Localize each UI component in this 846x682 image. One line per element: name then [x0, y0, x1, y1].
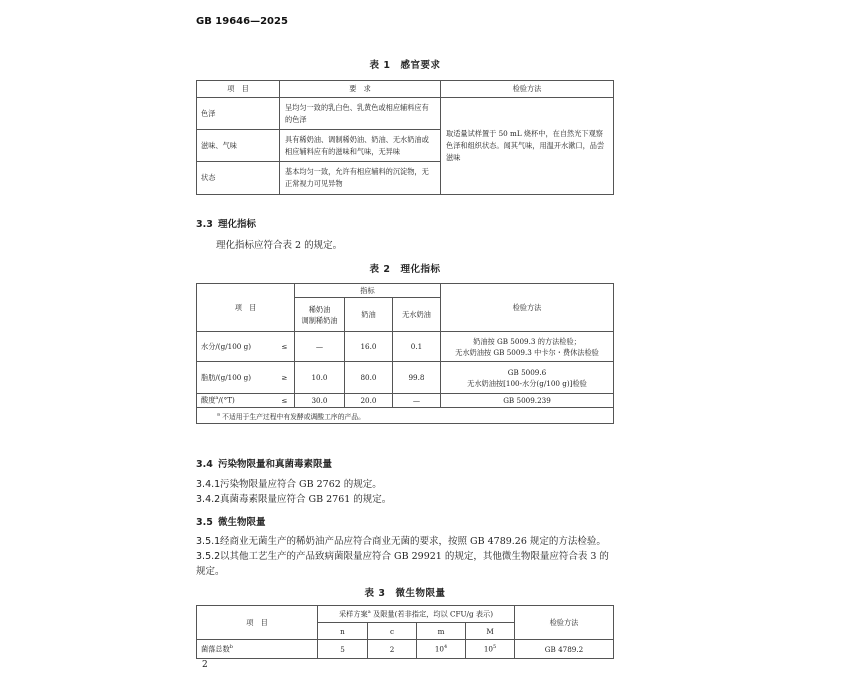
table3-item-label: 菌落总数 — [201, 644, 230, 654]
section-title: 污染物限量和真菌毒素限量 — [218, 459, 333, 470]
standard-code: GB 19646—2025 — [196, 16, 288, 27]
section-title: 理化指标 — [218, 219, 257, 230]
section-3-4-heading — [196, 456, 332, 470]
table1-header-item: 项 目 — [197, 81, 280, 98]
table1-requirement-taste: 具有稀奶油、调制稀奶油、奶油、无水奶油或相应辅料应有的滋味和气味，无异味 — [280, 130, 441, 162]
table3-subheader-m: m — [417, 623, 466, 640]
table2-method-acidity: GB 5009.239 — [441, 394, 614, 408]
clause-3-4-2 — [196, 491, 391, 505]
table3-value-M-exponent: 5 — [492, 644, 497, 651]
clause-text: 经商业无菌生产的稀奶油产品应符合商业无菌的要求，按照 GB 4789.26 规定的方法检验。 — [220, 536, 606, 547]
table2-value: — — [295, 332, 345, 362]
clause-number: 3.4.2 — [196, 494, 221, 505]
table3-subheader-c: c — [368, 623, 417, 640]
table1-item-taste: 滋味、气味 — [197, 130, 280, 162]
table1-requirement-color: 呈均匀一致的乳白色、乳黄色或相应辅料应有的色泽 — [280, 98, 441, 130]
table3-caption: 表 3 微生物限量 — [364, 588, 446, 599]
table2-subheader-butter: 奶油 — [345, 298, 393, 332]
table2-value: — — [393, 394, 441, 408]
table2-physicochemical — [196, 283, 614, 424]
section-3-3-text: 理化指标应符合表 2 的规定。 — [216, 240, 343, 251]
table2-value: 30.0 — [295, 394, 345, 408]
table1-header-requirement: 要 求 — [280, 81, 441, 98]
table2-subheader-cream: 稀奶油 调制稀奶油 — [295, 298, 345, 332]
table3-microbial — [196, 605, 614, 659]
table2-op-moisture: ≤ — [275, 332, 295, 362]
clause-3-5-2 — [196, 548, 616, 562]
page-number: 2 — [202, 660, 208, 670]
clause-text: 真菌毒素限量应符合 GB 2761 的规定。 — [220, 494, 392, 505]
table3-value-M — [466, 640, 515, 659]
table2-item-acidity-label: 酸度 — [201, 395, 216, 405]
table2-value: 0.1 — [393, 332, 441, 362]
table2-op-acidity: ≤ — [275, 394, 295, 408]
footnote-marker: b — [229, 643, 233, 650]
section-number: 3.5 — [196, 517, 213, 528]
table1-requirement-state: 基本均匀一致，允许有相应辅料的沉淀物，无正常视力可见异物 — [280, 162, 441, 195]
table1-item-color: 色泽 — [197, 98, 280, 130]
clause-number: 3.5.2 — [196, 551, 221, 562]
table3-method: GB 4789.2 — [515, 640, 614, 659]
footnote-marker: a — [367, 608, 371, 615]
section-number: 3.3 — [196, 219, 213, 230]
table3-header-plan — [318, 606, 515, 623]
table2-item-acidity-unit: /(°T) — [218, 395, 235, 405]
table3-item-total-count — [197, 640, 318, 659]
table1-header-method: 检验方法 — [441, 81, 614, 98]
table2-value: 10.0 — [295, 362, 345, 394]
table3-value-c: 2 — [368, 640, 417, 659]
table3-header-item: 项 目 — [197, 606, 318, 640]
table2-item-moisture: 水分/(g/100 g) — [197, 332, 275, 362]
table1-item-state: 状态 — [197, 162, 280, 195]
section-number: 3.4 — [196, 459, 213, 470]
table2-subheader-anhydrous: 无水奶油 — [393, 298, 441, 332]
table3-value-m — [417, 640, 466, 659]
table2-method-moisture: 奶油按 GB 5009.3 的方法检验； 无水奶油按 GB 5009.3 中卡尔・费休法检验 — [441, 332, 614, 362]
table3-subheader-M: M — [466, 623, 515, 640]
footnote-marker: a — [215, 395, 219, 402]
table3-header-method: 检验方法 — [515, 606, 614, 640]
table2-value: 99.8 — [393, 362, 441, 394]
table2-op-fat: ≥ — [275, 362, 295, 394]
table1-method: 取适量试样置于 50 mL 烧杯中，在自然光下观察色泽和组织状态。闻其气味，用温开水漱口，品尝滋味 — [441, 98, 614, 195]
clause-number: 3.5.1 — [196, 536, 221, 547]
section-title: 微生物限量 — [218, 517, 266, 528]
clause-3-4-1 — [196, 476, 382, 490]
table1-sensory — [196, 80, 614, 195]
table2-method-fat: GB 5009.6 无水奶油按[100-水分(g/100 g)]检验 — [441, 362, 614, 394]
table2-item-fat: 脂肪/(g/100 g) — [197, 362, 275, 394]
clause-number: 3.4.1 — [196, 479, 221, 490]
table1-caption: 表 1 感官要求 — [369, 60, 441, 71]
table2-header-item: 项 目 — [197, 284, 295, 332]
table2-caption: 表 2 理化指标 — [369, 264, 441, 275]
table3-subheader-n: n — [318, 623, 368, 640]
table3-value-n: 5 — [318, 640, 368, 659]
clause-text: 污染物限量应符合 GB 2762 的规定。 — [220, 479, 382, 490]
section-3-3-heading — [196, 216, 256, 230]
table2-footnote — [197, 408, 614, 424]
table2-header-method: 检验方法 — [441, 284, 614, 332]
clause-3-5-2-continued: 规定。 — [196, 566, 225, 577]
clause-text: 以其他工艺生产的产品致病菌限量应符合 GB 29921 的规定，其他微生物限量应符合表 3 的 — [220, 551, 609, 562]
table2-value: 20.0 — [345, 394, 393, 408]
clause-3-5-1 — [196, 533, 606, 547]
table2-header-index: 指标 — [295, 284, 441, 298]
table2-item-acidity — [197, 394, 275, 408]
table3-value-m-base: 10 — [434, 644, 444, 654]
section-3-5-heading — [196, 514, 266, 528]
table2-footnote-text: 不适用于生产过程中有发酵或调酸工序的产品。 — [222, 412, 365, 421]
table2-value: 80.0 — [345, 362, 393, 394]
footnote-marker: a — [217, 411, 220, 418]
table3-value-m-exponent: 4 — [443, 644, 448, 651]
table3-header-plan-label: 采样方案 — [338, 609, 368, 619]
table2-value: 16.0 — [345, 332, 393, 362]
table3-header-plan-detail: 及限量(若非指定，均以 CFU/g 表示) — [370, 609, 494, 619]
table3-value-M-base: 10 — [483, 644, 493, 654]
